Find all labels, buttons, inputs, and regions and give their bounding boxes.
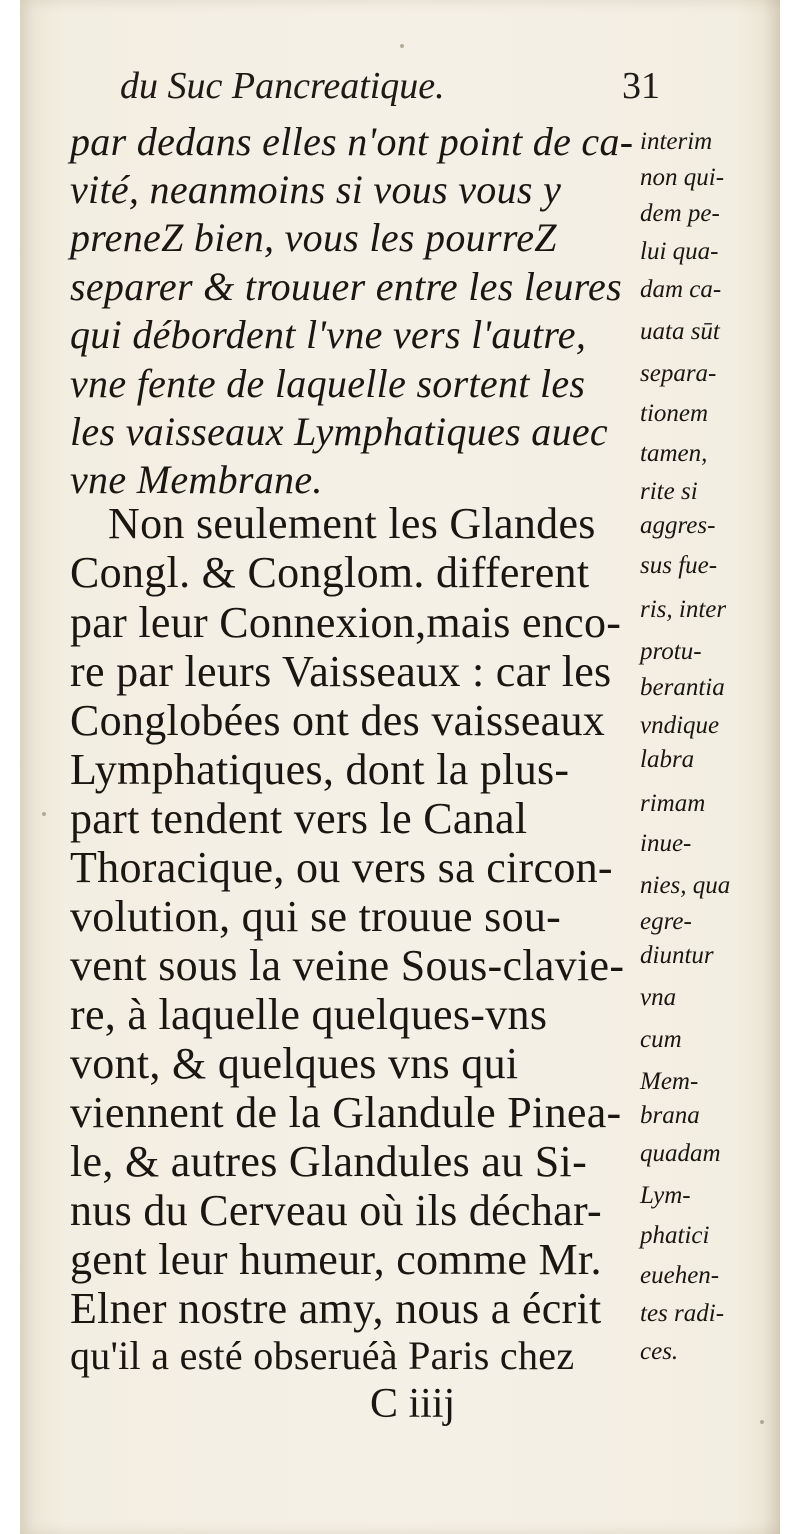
- margin-note-line: non qui-: [640, 164, 725, 191]
- margin-note-line: euehen-: [640, 1262, 720, 1289]
- margin-note-line: tamen,: [640, 440, 708, 467]
- margin-note-line: Lym-: [640, 1182, 691, 1209]
- text-line: les vaisseaux Lymphatiques auec: [70, 409, 608, 454]
- margin-note-line: sus fue-: [640, 552, 718, 579]
- text-line: par dedans elles n'ont point de ca-: [70, 119, 634, 164]
- margin-note-line: protu-: [640, 638, 702, 665]
- margin-note-line: interim: [640, 128, 713, 155]
- text-line: vne Membrane.: [70, 457, 323, 502]
- text-line: qu'il a esté obseruéà Paris chez: [70, 1333, 575, 1378]
- margin-note-line: vna: [640, 984, 677, 1011]
- margin-note-line: brana: [640, 1102, 700, 1129]
- margin-note-line: uata sūt: [640, 318, 720, 345]
- text-line: Non seulement les Glandes: [108, 499, 596, 548]
- running-header: [120, 64, 660, 114]
- margin-note-line: dem pe-: [640, 200, 720, 227]
- signature-mark: C iiij: [370, 1381, 456, 1427]
- text-line: viennent de la Glandule Pinea-: [70, 1088, 622, 1137]
- margin-note-line: inue-: [640, 830, 692, 857]
- margin-note-line: separa-: [640, 360, 717, 387]
- paper-speck: [760, 1420, 764, 1424]
- margin-note-line: ces.: [640, 1338, 679, 1365]
- margin-note-line: nies, qua: [640, 872, 731, 899]
- text-line: preneZ bien, vous les pourreZ: [70, 215, 557, 260]
- paper-speck: [42, 812, 46, 816]
- page-number: 31: [622, 65, 660, 107]
- margin-note-line: berantia: [640, 674, 725, 701]
- text-line: vont, & quelques vns qui: [70, 1039, 519, 1088]
- text-line: vité, neanmoins si vous vous y: [70, 167, 562, 212]
- margin-note-line: tionem: [640, 400, 709, 427]
- text-line: part tendent vers le Canal: [70, 794, 528, 843]
- margin-note-line: phatici: [640, 1222, 710, 1249]
- text-line: Conglobées ont des vaisseaux: [70, 696, 606, 745]
- text-line: vne fente de laquelle sortent les: [70, 361, 586, 406]
- text-line: re, à laquelle quelques-vns: [70, 990, 548, 1039]
- page-edge-shadow: [762, 0, 780, 1534]
- margin-note-line: cum: [640, 1026, 682, 1053]
- text-line: volution, qui se trouue sou-: [70, 892, 562, 941]
- text-line: Thoracique, ou vers sa circon-: [70, 843, 613, 892]
- text-line: qui débordent l'vne vers l'autre,: [70, 312, 587, 357]
- text-line: le, & autres Glandules au Si-: [70, 1137, 588, 1186]
- margin-note-line: Mem-: [640, 1068, 699, 1095]
- text-line: vent sous la veine Sous-clavie-: [70, 941, 625, 990]
- margin-note-line: dam ca-: [640, 276, 722, 303]
- margin-note-line: rite si: [640, 478, 698, 505]
- text-line: Congl. & Conglom. different: [70, 548, 590, 597]
- margin-note-line: rimam: [640, 790, 706, 817]
- margin-note-line: ris, inter: [640, 596, 727, 623]
- book-page: [20, 0, 780, 1534]
- text-line: Elner nostre amy, nous a écrit: [70, 1284, 602, 1333]
- text-line: gent leur humeur, comme Mr.: [70, 1235, 602, 1284]
- margin-note-line: quadam: [640, 1140, 721, 1167]
- margin-note-line: aggres-: [640, 512, 716, 539]
- margin-note-line: labra: [640, 746, 695, 773]
- margin-note-line: vndique: [640, 712, 720, 739]
- text-line: re par leurs Vaisseaux : car les: [70, 647, 612, 696]
- margin-note-line: tes radi-: [640, 1300, 725, 1327]
- margin-note-line: lui qua-: [640, 238, 719, 265]
- margin-note-line: egre-: [640, 908, 692, 935]
- margin-note-line: diuntur: [640, 942, 714, 969]
- text-line: par leur Connexion,mais enco-: [70, 598, 622, 647]
- text-line: nus du Cerveau où ils déchar-: [70, 1186, 602, 1235]
- text-line: Lymphatiques, dont la plus-: [70, 745, 570, 794]
- paper-speck: [400, 44, 404, 48]
- running-title: du Suc Pancreatique.: [120, 65, 445, 107]
- text-line: separer & trouuer entre les leures: [70, 264, 622, 309]
